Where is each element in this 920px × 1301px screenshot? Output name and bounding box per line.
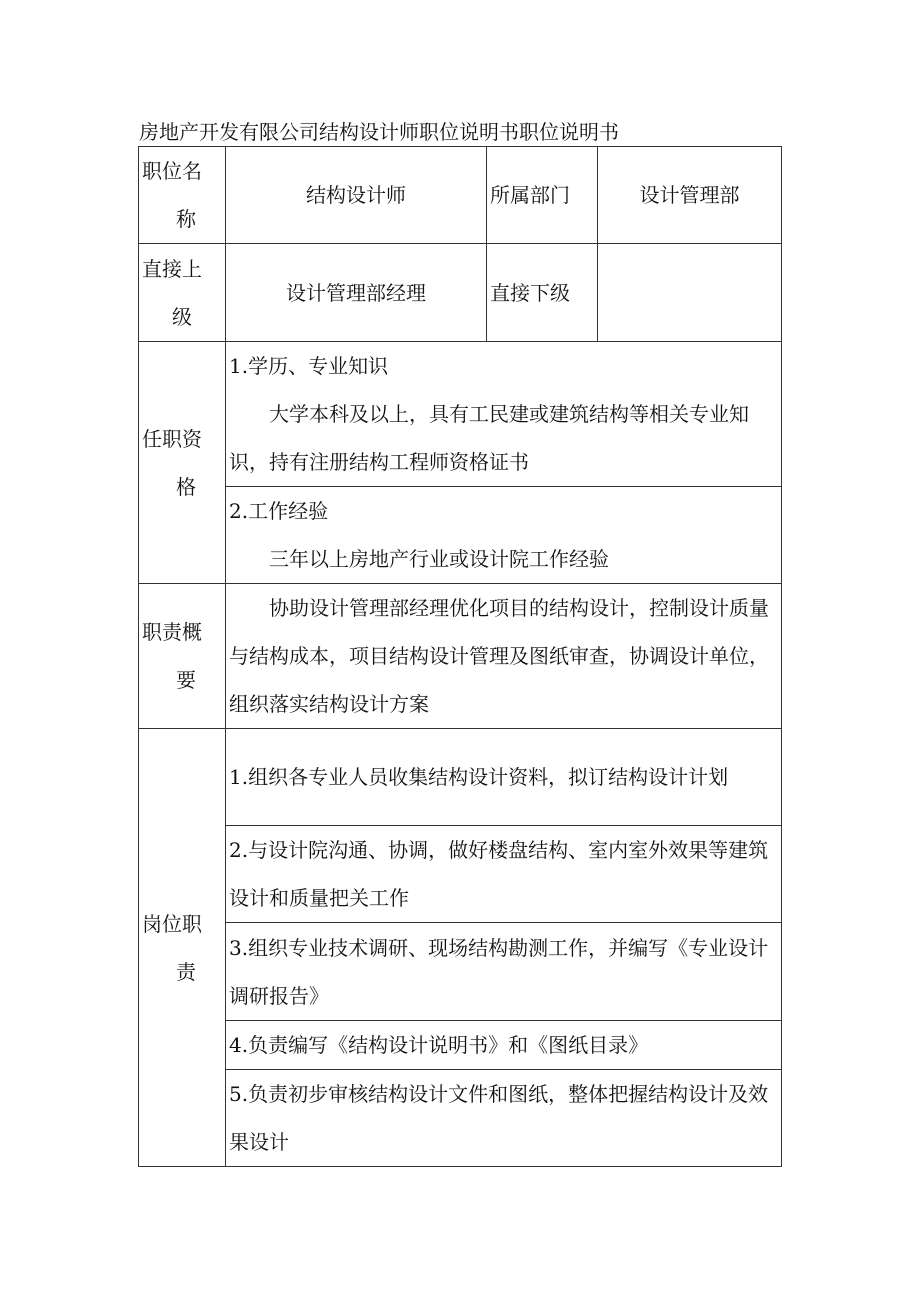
education-heading: 1.学历、专业知识 xyxy=(229,354,389,378)
row-duty-5 xyxy=(139,1070,782,1167)
row-qualifications-experience xyxy=(139,487,782,584)
row-duty-3 xyxy=(139,923,782,1021)
row-summary xyxy=(139,584,782,729)
education-text: 大学本科及以上，具有工民建或建筑结构等相关专业知识，持有注册结构工程师资格证书 xyxy=(229,402,749,474)
duties-label-line2: 责 xyxy=(176,959,196,984)
row-position xyxy=(139,147,782,244)
duty-item: 4.负责编写《结构设计说明书》和《图纸目录》 xyxy=(226,1021,782,1070)
summary-label-line1: 职责概 xyxy=(142,620,202,644)
experience-cell xyxy=(226,487,782,584)
row-duty-4 xyxy=(139,1021,782,1070)
qualifications-label-line1: 任职资 xyxy=(142,426,202,451)
duty-item: 5.负责初步审核结构设计文件和图纸，整体把握结构设计及效果设计 xyxy=(226,1070,782,1167)
experience-heading: 2.工作经验 xyxy=(229,499,329,523)
subordinate-label: 直接下级 xyxy=(487,244,598,342)
superior-label xyxy=(139,244,226,342)
position-name-label xyxy=(139,147,226,244)
superior-value: 设计管理部经理 xyxy=(226,244,487,342)
education-cell xyxy=(226,342,782,487)
department-value: 设计管理部 xyxy=(598,147,782,244)
row-duty-2 xyxy=(139,826,782,923)
duty-item: 3.组织专业技术调研、现场结构勘测工作，并编写《专业设计调研报告》 xyxy=(226,923,782,1021)
subordinate-value xyxy=(598,244,782,342)
department-label: 所属部门 xyxy=(487,147,598,244)
qualifications-label xyxy=(139,342,226,584)
duties-label-line1: 岗位职 xyxy=(142,911,202,936)
row-reporting xyxy=(139,244,782,342)
row-qualifications-education xyxy=(139,342,782,487)
superior-label-line1: 直接上 xyxy=(142,256,202,281)
document-title: 房地产开发有限公司结构设计师职位说明书职位说明书 xyxy=(139,120,619,144)
position-name-label-line2: 称 xyxy=(176,207,196,231)
summary-text-cell xyxy=(226,584,782,729)
position-name-value: 结构设计师 xyxy=(226,147,487,244)
qualifications-label-line2: 格 xyxy=(176,474,196,499)
experience-text: 三年以上房地产行业或设计院工作经验 xyxy=(269,547,609,571)
duty-item: 1.组织各专业人员收集结构设计资料，拟订结构设计计划 xyxy=(226,729,782,826)
superior-label-line2: 级 xyxy=(172,304,192,329)
position-name-label-line1: 职位名 xyxy=(142,159,202,183)
summary-label xyxy=(139,584,226,729)
job-description-table xyxy=(138,146,782,1167)
duty-item: 2.与设计院沟通、协调，做好楼盘结构、室内室外效果等建筑设计和质量把关工作 xyxy=(226,826,782,923)
summary-text: 协助设计管理部经理优化项目的结构设计，控制设计质量与结构成本，项目结构设计管理及图纸审查，协调设计单位，组织落实结构设计方案 xyxy=(229,596,769,716)
row-duty-1 xyxy=(139,729,782,826)
duties-label xyxy=(139,729,226,1167)
summary-label-line2: 要 xyxy=(176,668,196,692)
